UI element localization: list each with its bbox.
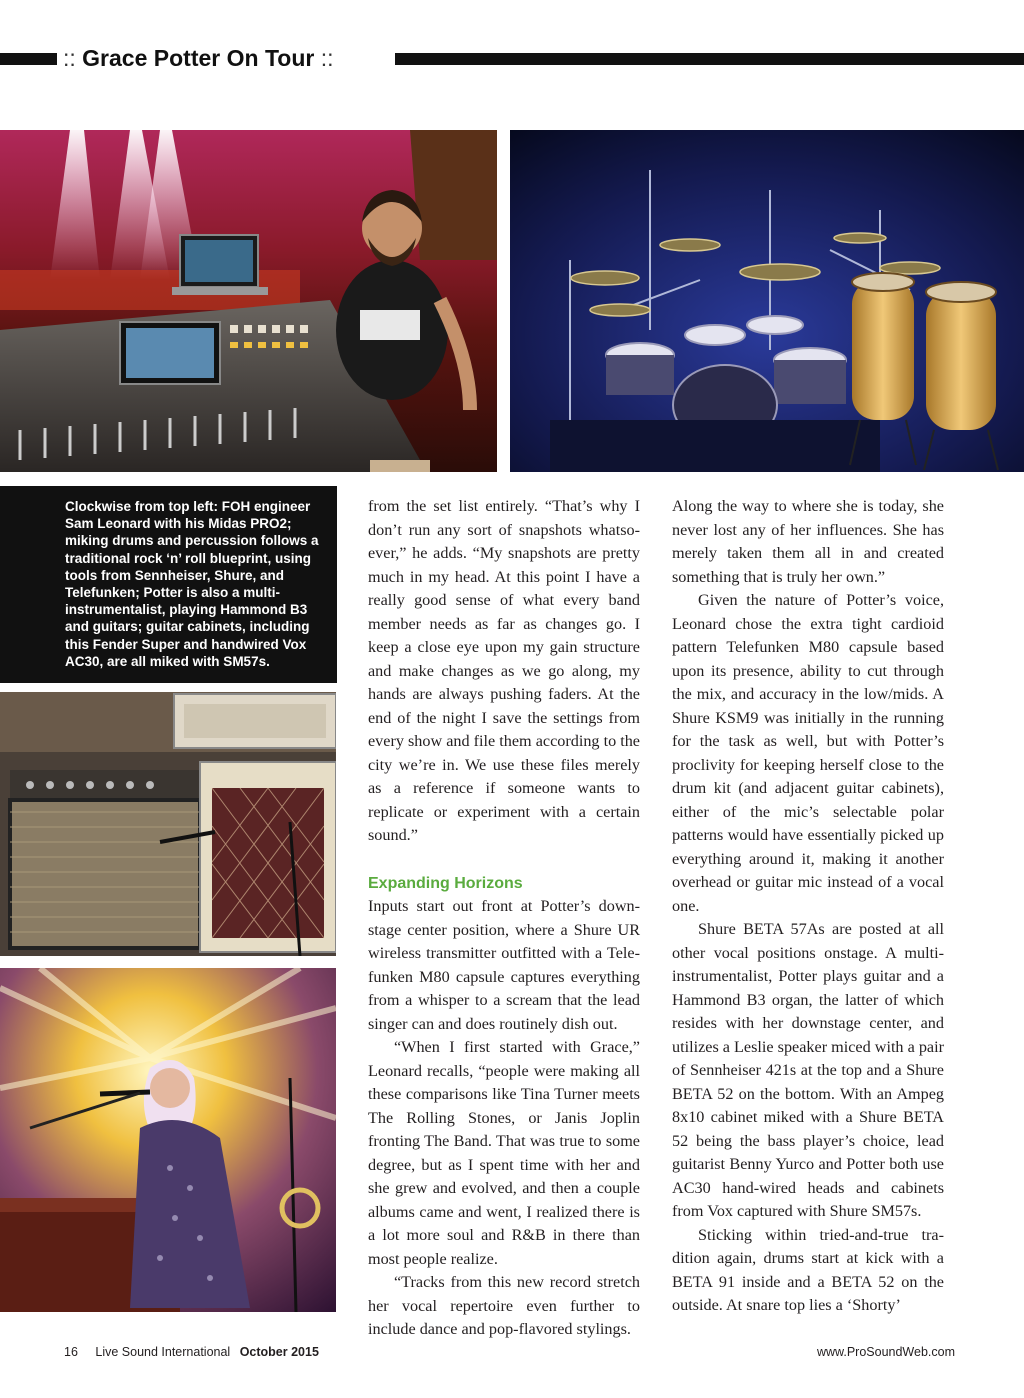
article-column-middle: [368, 495, 640, 1342]
footer-folio: [64, 1345, 319, 1359]
page-footer: [0, 1345, 1024, 1365]
photo-foh-engineer-console: [0, 130, 497, 472]
body-paragraph: Shure BETA 57As are posted at all other vocal positions onstage. A multiinstrumentalist, Potter plays guitar and a Hammond B3 organ, the latter of which resides with her downstage center, and utilizes a Leslie speaker miced with a pair of Sennheiser 421s at the top and a Shure BETA 52 on the bottom. With an Ampeg 8x10 cabinet miked with a Shure BETA 52 being the bass player’s choice, lead guitarist Benny Yurco and Potter both use AC30 hand-wired heads and cabinets from Vox captured with Shure SM57s.: [672, 920, 944, 1220]
photo-guitar-cabinets: [0, 692, 336, 956]
body-paragraph: from the set list entirely. “That’s why I don’t run any sort of snapshots whatsoever,” he adds. “My snapshots are pretty much in my head. At this point I have a really good sense of what every band member needs as far as changes go. I keep a close eye upon my gain structure and make changes as we go along, my hands are always pushing faders. At the end of the night I save the settings from every show and file them according to the city we’re in. We use these files merely as a reference if someone wants to replicate or experiment with a certain sound.”: [368, 497, 640, 844]
photo-caption: Clockwise from top left: FOH engineer Sam Leonard with his Midas PRO2; miking drums and percussion follows a traditional rock ‘n’ roll blueprint, using tools from Sennheiser, Shure, and Telefunken; Potter is also a multi-instrumentalist, playing Hammond B3 and guitars; guitar cabinets, including this Fender Super and handwired Vox AC30, are all miked with SM57s.: [0, 486, 337, 683]
title-text: Grace Potter On Tour: [82, 45, 315, 71]
photo-drum-kit: [510, 130, 1024, 472]
page-number: 16: [64, 1345, 78, 1359]
publication-name: Live Sound International: [95, 1345, 231, 1359]
body-paragraph: Inputs start out front at Potter’s downstage center position, where a Shure UR wireless transmitter outfitted with a Telefunken M80 capsule captures everything from a whisper to a scream that the lead singer can and does routinely dish out.: [368, 897, 640, 1033]
body-paragraph: “When I first started with Grace,” Leonard recalls, “people were making all these comparisons like Tina Turner meets The Rolling Stones, or Janis Joplin fronting The Band. That was true to some degree, but as I spent time with her and she grew and evolved, and then a couple albums came and went, I realized there is a lot more soul and R&B in there than most people realize.: [368, 1038, 640, 1268]
section-title: [63, 44, 334, 72]
article-column-right: [672, 495, 944, 1318]
section-header: [0, 44, 1024, 72]
body-paragraph: Given the nature of Potter’s voice, Leonard chose the extra tight cardioid pattern Telefunken M80 capsule based upon its presence, ability to cut through the mix, and accuracy in the low/mids. A Shure KSM9 was initially in the running for the task as well, but with Potter’s proclivity for keeping herself close to the drum kit (and adjacent guitar cabinets), either of the mic’s selectable polar patterns would have essentially picked up everything around it, making it another overhead or guitar mic instead of a vocal one.: [672, 591, 944, 915]
website-url: www.ProSoundWeb.com: [816, 1345, 955, 1359]
body-paragraph: Along the way to where she is today, she never lost any of her influences. She has merely taken them all in and created something that is truly her own.”: [672, 497, 944, 586]
title-dots-right: ::: [320, 45, 334, 71]
body-paragraph: “Tracks from this new record stretch her vocal repertoire even further to include dance and pop-flavored stylings.: [368, 1273, 640, 1338]
section-subhead: Expanding Horizons: [368, 874, 523, 892]
body-paragraph: Sticking within tried-and-true tradition again, drums start at kick with a BETA 91 inside and a BETA 52 on the outside. At snare top lies a ‘Shorty’: [672, 1225, 944, 1314]
photo-potter-on-stage: [0, 968, 336, 1312]
header-rule-left: [0, 53, 57, 65]
issue-date: October 2015: [239, 1345, 319, 1359]
title-dots-left: ::: [63, 45, 76, 71]
header-rule-right: [395, 53, 1024, 65]
